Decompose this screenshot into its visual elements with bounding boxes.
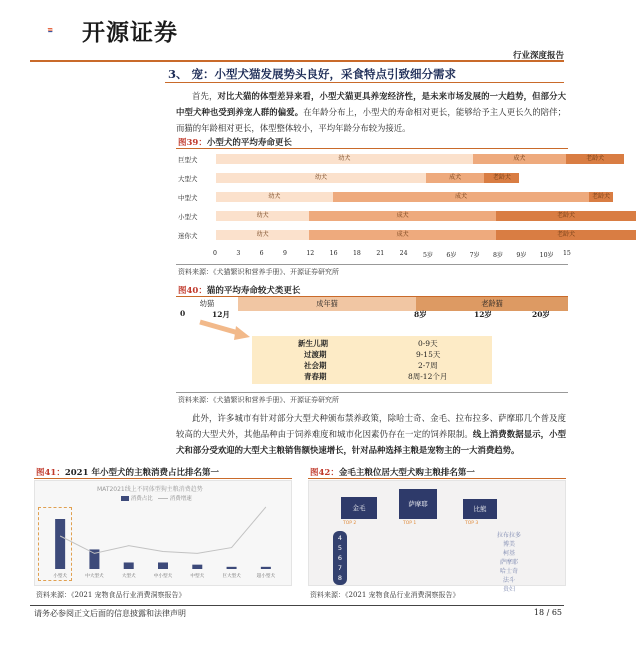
stage-name: 过渡期 bbox=[304, 350, 327, 359]
section-heading-divider bbox=[165, 82, 564, 83]
figure40-caption: 猫的平均寿命较犬类更长 bbox=[206, 286, 301, 296]
category-label: 小型犬 bbox=[53, 574, 68, 579]
paragraph-body-1 bbox=[176, 88, 566, 136]
paragraph-lead: 此外，许多城市有针对部分大型犬种颁布禁养政策，除哈士奇、金毛、拉布拉多、萨摩耶几个普及度较高的大型犬外，其他品种由于饲养难度和城市化因素仍存在一定的饲养限制。 bbox=[176, 413, 566, 439]
header-divider bbox=[30, 60, 564, 62]
category-label: 中型犬 bbox=[190, 574, 205, 579]
lifespan-segment-senior: 老龄犬 bbox=[496, 211, 636, 221]
paragraph-bold: 对比犬猫的体型差异来看，小型犬猫更具养宠经济性，是未来市场发展的一大趋势，但部分大中型犬种也受到养宠人群的偏爱。 bbox=[176, 91, 567, 117]
section-heading: 3、 宠：小型犬猫发展势头良好，采食特点引致细分需求 bbox=[168, 67, 457, 81]
lifespan-segment-adult: 成犬 bbox=[309, 230, 496, 240]
breed-list bbox=[479, 531, 539, 594]
highlight-box bbox=[38, 507, 72, 581]
lifespan-segment-adult: 成犬 bbox=[473, 154, 566, 164]
x-tick-label: 6 bbox=[259, 250, 264, 257]
stage-name: 新生儿期 bbox=[298, 339, 328, 348]
figure41-source: 资料来源：《2021 宠物食品行业消费洞察报告》 bbox=[36, 591, 186, 599]
cat-tick: 12月 bbox=[212, 310, 230, 319]
cat-tick: 0 bbox=[180, 309, 186, 318]
senior-cat-cell: 老龄猫 bbox=[416, 297, 568, 311]
podium-tag: TOP 3 bbox=[465, 521, 479, 526]
stage-name: 社会期 bbox=[304, 361, 327, 370]
figure41-title bbox=[36, 466, 219, 478]
report-type-label: 行业深度报告 bbox=[512, 51, 564, 61]
share-bar bbox=[227, 567, 237, 569]
kitten-cell: 幼猫 bbox=[176, 297, 238, 311]
share-bar bbox=[261, 567, 271, 569]
figure39-number: 图39： bbox=[178, 138, 207, 148]
figure42-number: 图42： bbox=[310, 468, 339, 478]
category-label: 巨大型犬 bbox=[222, 574, 241, 579]
footer-divider bbox=[30, 605, 564, 606]
figure40-title bbox=[178, 284, 300, 296]
figure41-chart-panel bbox=[34, 480, 292, 586]
lifespan-segment-puppy: 幼犬 bbox=[216, 192, 333, 202]
row-label: 中型犬 bbox=[178, 194, 198, 202]
breed-name: 萨摩耶 bbox=[499, 559, 518, 566]
x-tick-label: 0 bbox=[213, 250, 217, 257]
lifespan-segment-senior: 老龄犬 bbox=[484, 173, 519, 183]
kitten-stage-table bbox=[252, 336, 492, 384]
figure40-bottom-rule bbox=[176, 392, 568, 393]
growth-line bbox=[60, 507, 266, 553]
x-tick-label: 21 bbox=[376, 250, 385, 257]
figure41-number: 图41： bbox=[36, 468, 65, 478]
breed-name: 贵妇 bbox=[502, 586, 515, 593]
breed-name: 柯基 bbox=[502, 550, 515, 557]
figure39-chart bbox=[176, 150, 610, 259]
paragraph-lead: 首先， bbox=[192, 91, 218, 101]
footer-disclaimer: 请务必参阅正文后面的信息披露和法律声明 bbox=[34, 609, 186, 618]
legend-label: 消费占比 bbox=[130, 496, 153, 502]
legend-label: 消费增速 bbox=[169, 496, 192, 502]
breed-name: 博美 bbox=[502, 541, 515, 548]
x-tick-label: 3 bbox=[236, 250, 241, 257]
share-bar bbox=[158, 562, 168, 569]
lifespan-segment-senior: 老龄犬 bbox=[589, 192, 612, 202]
podium-tag: TOP 2 bbox=[343, 521, 357, 526]
paragraph-body-2 bbox=[176, 410, 566, 458]
x-tick-label: 16 bbox=[329, 250, 338, 257]
rank-number: 5 bbox=[337, 544, 343, 552]
figure42-source: 资料来源：《2021 宠物食品行业消费洞察报告》 bbox=[310, 591, 460, 599]
x-tick-label: 9岁 bbox=[516, 252, 527, 259]
x-tick-label: 24 bbox=[399, 250, 408, 257]
rank-number: 4 bbox=[337, 534, 343, 542]
category-label: 大型犬 bbox=[121, 574, 136, 579]
rank-numbers bbox=[333, 533, 347, 583]
figure40-number: 图40： bbox=[178, 286, 207, 296]
share-bar bbox=[192, 565, 202, 569]
breed-name: 拉布拉多 bbox=[496, 532, 521, 539]
company-name: 开源证券 bbox=[82, 20, 178, 46]
figure40-source: 资料来源：《犬猫繁识和营养手册》、开源证券研究所 bbox=[178, 396, 339, 404]
podium-top2: 金毛 bbox=[341, 497, 377, 519]
paragraph-bold: 线上消费数据显示，小型犬和部分受欢迎的大型犬主粮销售额快速增长，针对品种选择主粮是宠物主的一大消费趋势。 bbox=[176, 429, 567, 455]
lifespan-segment-puppy: 幼犬 bbox=[216, 154, 473, 164]
figure39-title bbox=[178, 136, 292, 148]
adult-cat-cell: 成年猫 bbox=[238, 297, 416, 311]
stage-name: 青春期 bbox=[304, 372, 327, 381]
figure39-top-rule bbox=[176, 148, 568, 149]
lifespan-segment-puppy: 幼犬 bbox=[216, 230, 309, 240]
x-tick-label: 18 bbox=[353, 250, 361, 257]
lifespan-segment-adult: 成犬 bbox=[426, 173, 484, 183]
cat-tick: 12岁 bbox=[474, 310, 492, 319]
figure42-caption: 金毛主粮位居大型犬购主粮排名第一 bbox=[338, 468, 475, 478]
kaiyuan-logo-icon bbox=[48, 14, 82, 46]
figure41-top-rule bbox=[34, 478, 292, 479]
x-tick-label: 15 bbox=[563, 250, 571, 257]
arrow-icon bbox=[196, 318, 256, 344]
rank-number: 6 bbox=[337, 554, 343, 562]
rank-number: 7 bbox=[337, 564, 343, 572]
x-tick-label: 5岁 bbox=[423, 252, 434, 259]
legend-line bbox=[158, 498, 168, 499]
podium-top3: 比熊 bbox=[463, 499, 497, 519]
stage-range: 0-9天 bbox=[418, 339, 438, 348]
lifespan-segment-adult: 成犬 bbox=[333, 192, 590, 202]
breed-name: 哈士奇 bbox=[499, 568, 518, 575]
figure39-caption: 小型犬的平均寿命更长 bbox=[206, 138, 292, 148]
category-label: 中小型犬 bbox=[153, 574, 173, 579]
cat-tick: 20岁 bbox=[532, 310, 550, 319]
lifespan-segment-adult: 成犬 bbox=[309, 211, 496, 221]
stage-range: 9-15天 bbox=[416, 350, 441, 359]
x-tick-label: 7岁 bbox=[469, 252, 480, 259]
figure42-ranking-panel bbox=[308, 480, 566, 593]
x-tick-label: 6岁 bbox=[446, 252, 457, 259]
podium-top1: 萨摩耶 bbox=[399, 489, 437, 519]
x-tick-label: 9 bbox=[283, 250, 287, 257]
lifespan-segment-puppy: 幼犬 bbox=[216, 211, 309, 221]
category-label: 中大型犬 bbox=[85, 574, 104, 579]
figure39-source: 资料来源：《犬猫繁识和营养手册》、开源证券研究所 bbox=[178, 268, 339, 276]
x-tick-label: 10岁 bbox=[539, 252, 554, 259]
figure41-bars bbox=[35, 501, 291, 585]
lifespan-segment-senior: 老龄犬 bbox=[566, 154, 624, 164]
row-label: 小型犬 bbox=[178, 213, 198, 221]
stage-range: 2-7周 bbox=[418, 361, 438, 370]
page-number: 18 / 65 bbox=[533, 608, 562, 617]
rank-number: 8 bbox=[337, 574, 343, 582]
stage-range: 8周-12个月 bbox=[408, 372, 448, 381]
lifespan-segment-senior: 老龄犬 bbox=[496, 230, 636, 240]
cat-tick: 8岁 bbox=[414, 310, 427, 319]
row-label: 迷你犬 bbox=[178, 232, 198, 240]
x-tick-label: 12 bbox=[306, 250, 315, 257]
figure42-top-rule bbox=[308, 478, 566, 479]
breed-name: 法斗 bbox=[502, 577, 515, 584]
figure39-bottom-rule bbox=[176, 264, 568, 265]
podium-tag: TOP 1 bbox=[403, 521, 417, 526]
figure42-title bbox=[310, 466, 475, 478]
figure41-caption: 2021 年小型犬的主粮消费占比排名第一 bbox=[64, 468, 219, 478]
lifespan-segment-puppy: 幼犬 bbox=[216, 173, 426, 183]
row-label: 大型犬 bbox=[178, 175, 198, 183]
row-label: 巨型犬 bbox=[178, 156, 198, 164]
share-bar bbox=[124, 562, 134, 569]
paragraph-rest: 在年龄分布上，小型犬的寿命相对更长，能够给予主人更长久的陪伴；而猫的年龄相对更长，体型整体较小，平均年龄分布较为接近。 bbox=[176, 107, 567, 133]
x-tick-label: 8岁 bbox=[493, 252, 504, 259]
category-label: 超小型犬 bbox=[256, 574, 276, 579]
figure41-inner-title: MAT2021线上不同体型狗主粮消费趋势 bbox=[97, 486, 203, 493]
